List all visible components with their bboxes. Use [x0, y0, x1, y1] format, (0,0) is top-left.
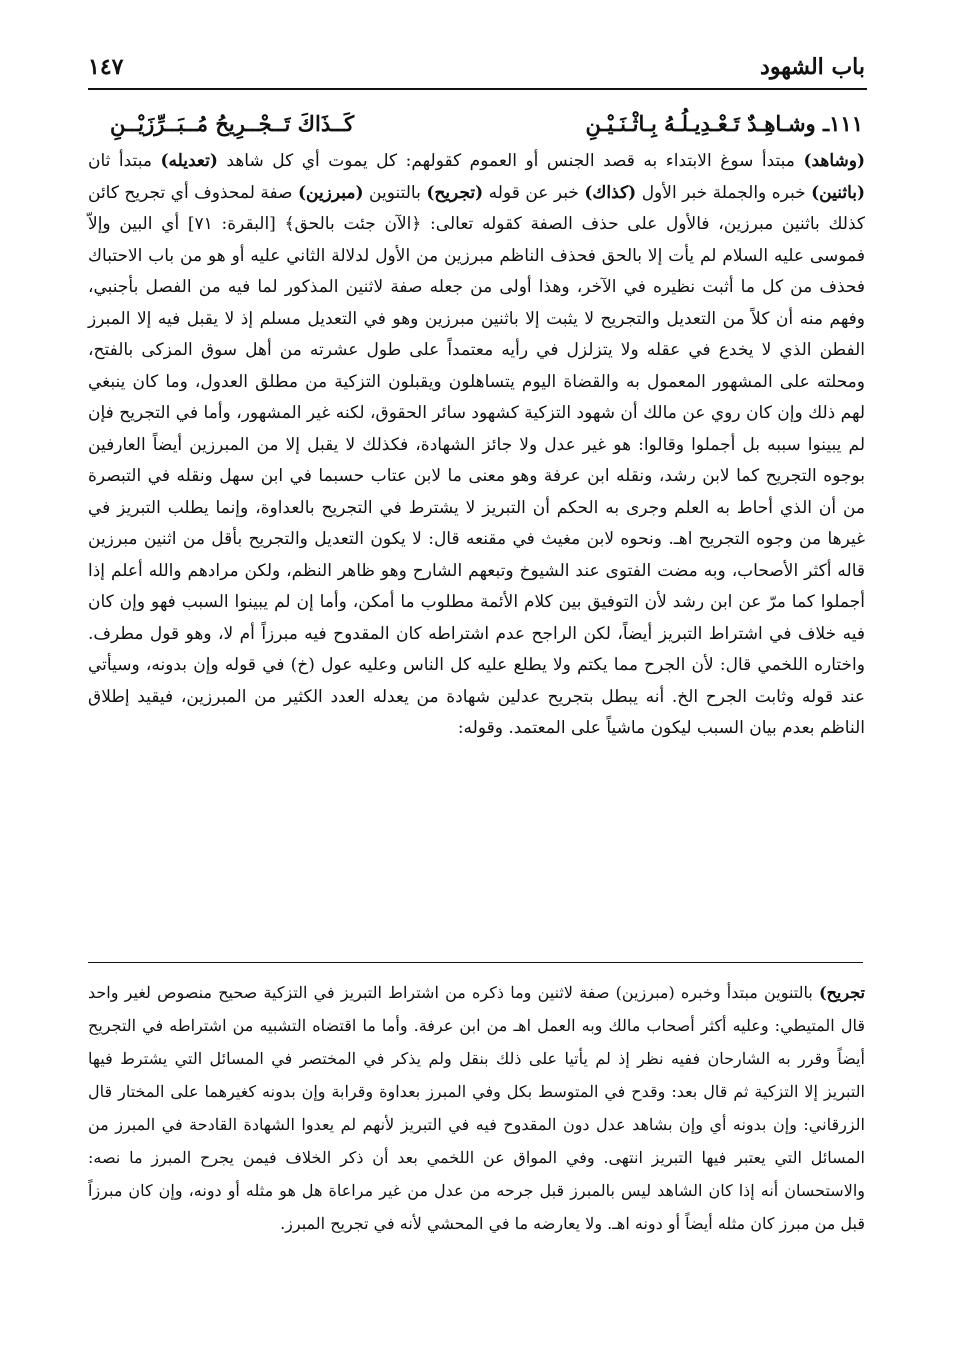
verse-first-half — [586, 111, 864, 136]
verse-hemistich-1: وشـاهِـدٌ تَـعْـدِيـلُـهُ بِـاثْـنَـيْـنِ — [585, 110, 816, 136]
footnote-body: بالتنوين مبتدأ وخبره (مبرزين) صفة لاثنين وما ذكره من اشتراط التبريز في التزكية صحيح منصوص لغير واحد قال المتيطي: وعليه أكثر أصحاب مالك وبه العمل اهـ من ابن عرفة. وأما ما اقتضاه التشبيه من اشتراطه في التجريح أيضاً وقرر به الشارحان ففيه نظر إذ لم يأتيا على ذلك بنقل ولم يذكر في المختصر في المسائل التي يشترط فيها التبريز إلا التزكية ثم قال بعد: وقدح في المتوسط بكل وفي المبرز بعداوة وقرابة وإن بدونه كغيرهما على المختار قال الزرقاني: وإن بدونه أي وإن بشاهد عدل دون المقدوح فيه في التبريز لأنهم لم يعدوا الشهادة القادحة في المبرز من المسائل التي يعتبر فيها التبريز انتهى. وفي المواق عن اللخمي بعد أن ذكر الخلاف فيمن يجرح المبرز ما نصه: والاستحسان أنه إذا كان الشاهد ليس بالمبرز قبل جرحه من عدل من غير مراعاة هل هو مثله أو دونه، وإن كان مبرزاً قبل من مبرز كان مثله أيضاً أو دونه اهـ. ولا يعارضه ما في المحشي لأنه في تجريح المبرز. — [88, 983, 866, 1233]
chapter-title: باب الشهود — [760, 54, 865, 80]
term-mubarrizin: (مبرزين) — [297, 182, 364, 203]
commentary-span: بالتنوين — [369, 182, 421, 203]
term-wa-shahid: (وشاهد) — [803, 151, 866, 171]
verse-number: ١١١ـ — [823, 110, 863, 136]
header-divider — [88, 88, 867, 90]
page-header — [88, 40, 865, 80]
commentary-span: مبتدأ سوغ الابتداء به قصد الجنس أو العموم كقولهم: كل يموت أي كل شاهد — [226, 151, 795, 171]
commentary-text — [88, 146, 865, 745]
verse-line — [110, 104, 863, 142]
term-tadiluhu: (تعديله) — [160, 151, 218, 171]
term-tajrih: (تجريح) — [426, 182, 484, 203]
commentary-span: مبتدأ ثان — [88, 151, 152, 171]
footnote-divider — [88, 962, 863, 963]
footnote-term: تجريح) — [819, 983, 865, 1002]
commentary-span: صفة لمحذوف أي تجريح كائن كذلك باثنين مبرزين، فالأول على حذف الصفة كقوله تعالى: ﴿الآن جئت بالحق﴾ [البقرة: ٧١] أي البين وإلاّ فموسى عليه السلام لم يأت إلا بالحق فحذف الناظم مبرزين من الأول لدلالة الثاني عليه أو هو من باب الاحتباك فحذف من كل ما أثبت نظيره في الآخر، وهذا أولى من جعله صفة لاثنين المذكور لما فيه من الفصل بأجنبي، وفهم منه أن كلاً من التعديل والتجريح لا يثبت إلا باثنين مبرزين وهو في التعديل مسلم إذ لا يقبل فيه إلا المبرز الفطن الذي لا يخدع في عقله ولا يتزلزل في رأيه معتمداً على طول عشرته من أهل سوق المزكى بالفتح، ومحلته على المشهور المعمول به والقضاة اليوم يتساهلون ويقبلون التزكية من مطلق العدول، وما كان ينبغي لهم ذلك وإن كان روي عن مالك أن شهود التزكية كشهود سائر الحقوق، لكنه غير المشهور، وأما في التجريح فإن لم يبينوا سببه بل أجملوا وقالوا: هو غير عدل ولا جائز الشهادة، فكذلك لا يقبل إلا من المبرزين أيضاً العارفين بوجوه التجريح كما لابن رشد، ونقله ابن عرفة وهو معنى ما لابن عتاب حسبما في ابن سهل ونقله في التبصرة من أن الذي أحاط به العلم وجرى به الحكم أن التبريز لا يشترط في التجريح بالعداوة، وإنما يطلب التبريز في غيرها من وجوه التجريح اهـ. ونحوه لابن مغيث في مقنعه قال: لا يكون التعديل والتجريح بأقل من اثنين مبرزين قاله أكثر الأصحاب، وبه مضت الفتوى عند الشيوخ وتبعهم الشارح وهو ظاهر النظم، ولكن مرادهم والله أعلم إذا أجملوا كما مرّ عن ابن رشد لأن التوفيق بين كلام الأئمة مطلوب ما أمكن، وأما إن لم يبينوا السبب فهو وإن كان فيه خلاف في اشتراط التبريز أيضاً، لكن الراجح عدم اشتراطه كان المقدوح فيه مبرزاً أم لا، وهو قول مطرف. واختاره اللخمي قال: لأن الجرح مما يكتم ولا يطلع عليه كل الناس وعليه عول (خ) في قوله وإن بدونه، وسيأتي عند قوله وثابت الجرح الخ. أنه يبطل بتجريح عدلين شهادة من يعدله العدد الكثير من المبرزين، فيقيد إطلاق الناظم بعدم بيان السبب ليكون ماشياً على المعتمد. وقوله: — [88, 182, 866, 738]
term-kadhaka: (كذاك) — [584, 182, 637, 203]
footnote — [88, 976, 865, 1240]
footnote-paragraph — [88, 976, 865, 1240]
commentary-paragraph — [88, 146, 865, 745]
commentary-span: خبر عن قوله — [488, 182, 579, 203]
term-bi-ithnayn: (باثنين) — [811, 182, 866, 203]
page-number: ١٤٧ — [88, 54, 124, 80]
verse-hemistich-2: كَــذَاكَ تَــجْــرِيحُ مُــبَــرِّزَيْــنِ — [110, 110, 355, 136]
commentary-span: خبره والجملة خبر الأول — [641, 182, 806, 203]
